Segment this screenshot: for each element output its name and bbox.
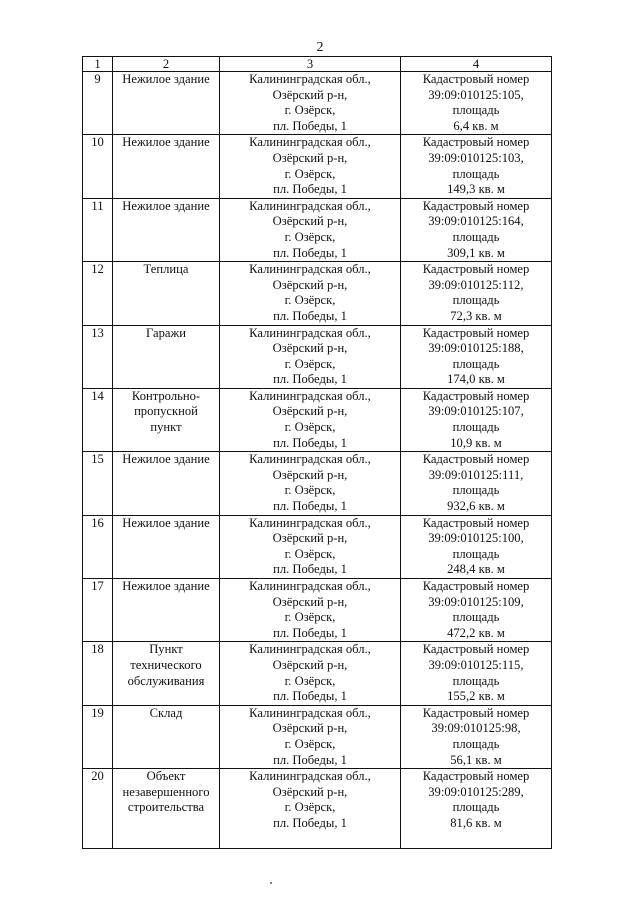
cadastral-info-line: Кадастровый номер (422, 325, 530, 340)
address-cell (220, 325, 401, 388)
cadastral-info-cell (401, 579, 552, 642)
object-name-cell (113, 705, 220, 768)
cadastral-info-line: 309,1 кв. м (447, 245, 505, 260)
object-name-cell (113, 198, 220, 261)
address-line: Озёрский р-н, (272, 467, 348, 482)
cadastral-info-cell (401, 515, 552, 578)
cadastral-info-line: Кадастровый номер (422, 515, 530, 530)
row-number: 11 (83, 198, 113, 261)
cadastral-info-line: 39:09:010125:289, (428, 784, 524, 799)
address-line: г. Озёрск, (284, 166, 336, 181)
cadastral-info-line: 39:09:010125:109, (428, 594, 524, 609)
header-row (83, 57, 552, 72)
row-number: 13 (83, 325, 113, 388)
cadastral-info-cell (401, 388, 552, 451)
address-line: пл. Победы, 1 (273, 562, 347, 577)
cadastral-info-line: 149,3 кв. м (447, 182, 505, 197)
table-row (83, 135, 552, 198)
object-name-line: Контрольно- (131, 388, 201, 403)
cadastral-info-cell (401, 642, 552, 705)
cadastral-info-line: площадь (452, 103, 500, 118)
cadastral-info-line: 81,6 кв. м (450, 815, 502, 830)
address-line: Калининградская обл., (249, 642, 371, 657)
cadastral-info-line: 39:09:010125:105, (428, 87, 524, 102)
table-row (83, 72, 552, 135)
object-name-line: строительства (127, 800, 205, 815)
cadastral-info-line: площадь (452, 420, 500, 435)
address-cell (220, 388, 401, 451)
address-line: Озёрский р-н, (272, 214, 348, 229)
address-line: г. Озёрск, (284, 293, 336, 308)
address-cell (220, 262, 401, 325)
address-cell (220, 769, 401, 849)
cadastral-info-line: 72,3 кв. м (450, 308, 502, 323)
address-line: г. Озёрск, (284, 420, 336, 435)
address-line: Озёрский р-н, (272, 721, 348, 736)
object-name-cell (113, 515, 220, 578)
address-line: г. Озёрск, (284, 546, 336, 561)
address-line: пл. Победы, 1 (273, 752, 347, 767)
cadastral-info-line: площадь (452, 293, 500, 308)
cadastral-info-line: Кадастровый номер (422, 579, 530, 593)
cadastral-info-line: 39:09:010125:111, (428, 467, 524, 482)
object-name-cell (113, 135, 220, 198)
row-number: 10 (83, 135, 113, 198)
cadastral-info-line: 932,6 кв. м (447, 499, 505, 514)
address-line: Озёрский р-н, (272, 594, 348, 609)
address-line: Озёрский р-н, (272, 657, 348, 672)
cadastral-info-cell (401, 769, 552, 849)
address-line: г. Озёрск, (284, 356, 336, 371)
column-header-3: 3 (220, 57, 401, 72)
row-number: 18 (83, 642, 113, 705)
table-row (83, 325, 552, 388)
address-line: Озёрский р-н, (272, 150, 348, 165)
cadastral-info-cell (401, 705, 552, 768)
cadastral-info-cell (401, 262, 552, 325)
row-number: 17 (83, 579, 113, 642)
object-name-line: Нежилое здание (122, 135, 210, 150)
address-line: пл. Победы, 1 (273, 182, 347, 197)
cadastral-info-cell (401, 325, 552, 388)
address-line: пл. Победы, 1 (273, 815, 347, 830)
address-line: Калининградская обл., (249, 198, 371, 213)
address-line: Калининградская обл., (249, 705, 371, 720)
row-number: 14 (83, 388, 113, 451)
cadastral-info-cell (401, 135, 552, 198)
cadastral-info-line: площадь (452, 736, 500, 751)
cadastral-info-line: площадь (452, 166, 500, 181)
object-name-line: Объект (146, 769, 186, 784)
scan-dot (270, 882, 272, 884)
cadastral-info-line: Кадастровый номер (422, 198, 530, 213)
cadastral-info-line: площадь (452, 673, 500, 688)
cadastral-info-line: Кадастровый номер (422, 135, 530, 150)
address-cell (220, 705, 401, 768)
table-row (83, 198, 552, 261)
cadastral-info-line: 39:09:010125:115, (428, 657, 524, 672)
address-line: Озёрский р-н, (272, 341, 348, 356)
object-name-cell (113, 579, 220, 642)
address-cell (220, 135, 401, 198)
cadastral-info-line: площадь (452, 546, 500, 561)
object-name-line: Нежилое здание (122, 72, 210, 86)
cadastral-info-line: 10,9 кв. м (450, 435, 502, 450)
address-line: Калининградская обл., (249, 769, 371, 784)
address-line: Калининградская обл., (249, 262, 371, 277)
object-name-line: Нежилое здание (122, 452, 210, 467)
address-line: Озёрский р-н, (272, 784, 348, 799)
address-cell (220, 198, 401, 261)
cadastral-info-line: Кадастровый номер (422, 388, 530, 403)
cadastral-info-line: 39:09:010125:103, (428, 150, 524, 165)
row-number: 20 (83, 769, 113, 849)
address-line: г. Озёрск, (284, 736, 336, 751)
cadastral-info-line: 39:09:010125:188, (428, 341, 524, 356)
address-line: г. Озёрск, (284, 103, 336, 118)
table-row (83, 452, 552, 515)
cadastral-info-line: площадь (452, 356, 500, 371)
address-line: Калининградская обл., (249, 388, 371, 403)
table-row (83, 769, 552, 849)
object-name-line: Пункт (149, 642, 183, 657)
address-cell (220, 515, 401, 578)
cadastral-info-line: Кадастровый номер (422, 642, 530, 657)
address-line: пл. Победы, 1 (273, 245, 347, 260)
table-row (83, 388, 552, 451)
cadastral-info-cell (401, 72, 552, 135)
cadastral-info-line: Кадастровый номер (422, 262, 530, 277)
address-line: пл. Победы, 1 (273, 625, 347, 640)
object-name-line: обслуживания (127, 673, 205, 688)
address-line: Озёрский р-н, (272, 404, 348, 419)
table-row (83, 705, 552, 768)
cadastral-info-cell (401, 452, 552, 515)
table-header (83, 57, 552, 72)
object-name-line: незавершенного (122, 784, 210, 799)
table-body (83, 72, 552, 849)
cadastral-info-line: 39:09:010125:112, (428, 277, 524, 292)
cadastral-info-line: 174,0 кв. м (447, 372, 505, 387)
address-line: г. Озёрск, (284, 800, 336, 815)
address-line: г. Озёрск, (284, 610, 336, 625)
address-line: Озёрский р-н, (272, 277, 348, 292)
row-number: 9 (83, 72, 113, 135)
table-row (83, 579, 552, 642)
cadastral-info-line: Кадастровый номер (422, 769, 530, 784)
address-line: г. Озёрск, (284, 229, 336, 244)
cadastral-info-line: 248,4 кв. м (447, 562, 505, 577)
object-name-line: Теплица (143, 262, 189, 277)
address-line: пл. Победы, 1 (273, 118, 347, 133)
address-line: Калининградская обл., (249, 72, 371, 86)
object-name-line: Нежилое здание (122, 198, 210, 213)
row-number: 15 (83, 452, 113, 515)
cadastral-info-line: 39:09:010125:164, (428, 214, 524, 229)
table-row (83, 262, 552, 325)
row-number: 16 (83, 515, 113, 578)
address-line: Калининградская обл., (249, 579, 371, 593)
object-name-line: Склад (149, 705, 183, 720)
column-header-4: 4 (401, 57, 552, 72)
object-name-cell (113, 642, 220, 705)
cadastral-info-line: 39:09:010125:98, (431, 721, 521, 736)
object-name-cell (113, 262, 220, 325)
address-line: пл. Победы, 1 (273, 372, 347, 387)
cadastral-info-line: 56,1 кв. м (450, 752, 502, 767)
column-header-1: 1 (83, 57, 113, 72)
cadastral-info-line: площадь (452, 610, 500, 625)
cadastral-info-line: площадь (452, 800, 500, 815)
object-name-line: Нежилое здание (122, 579, 210, 593)
column-header-2: 2 (113, 57, 220, 72)
cadastral-info-line: Кадастровый номер (422, 452, 530, 467)
address-line: г. Озёрск, (284, 673, 336, 688)
address-line: пл. Победы, 1 (273, 435, 347, 450)
object-name-line: Гаражи (146, 325, 186, 340)
address-line: Озёрский р-н, (272, 531, 348, 546)
cadastral-info-line: 39:09:010125:100, (428, 531, 524, 546)
address-cell (220, 579, 401, 642)
address-line: Озёрский р-н, (272, 87, 348, 102)
cadastral-info-line: 39:09:010125:107, (428, 404, 524, 419)
cadastral-info-line: Кадастровый номер (422, 72, 530, 86)
address-cell (220, 642, 401, 705)
cadastral-info-line: 472,2 кв. м (447, 625, 505, 640)
object-name-cell (113, 72, 220, 135)
object-name-line: технического (130, 657, 202, 672)
object-name-cell (113, 452, 220, 515)
object-name-line: пункт (150, 420, 182, 435)
cadastral-info-cell (401, 198, 552, 261)
page-number: 2 (316, 40, 324, 55)
table-row (83, 642, 552, 705)
address-cell (220, 72, 401, 135)
table-row (83, 515, 552, 578)
row-number: 19 (83, 705, 113, 768)
cadastral-info-line: площадь (452, 229, 500, 244)
address-line: пл. Победы, 1 (273, 308, 347, 323)
address-line: Калининградская обл., (249, 452, 371, 467)
cadastral-info-line: Кадастровый номер (422, 705, 530, 720)
cadastral-info-line: 155,2 кв. м (447, 689, 505, 704)
address-line: пл. Победы, 1 (273, 689, 347, 704)
object-name-cell (113, 325, 220, 388)
cadastral-info-line: площадь (452, 483, 500, 498)
object-name-line: пропускной (134, 404, 198, 419)
property-table (82, 56, 552, 849)
address-line: Калининградская обл., (249, 515, 371, 530)
address-line: Калининградская обл., (249, 325, 371, 340)
object-name-line: Нежилое здание (122, 515, 210, 530)
address-line: Калининградская обл., (249, 135, 371, 150)
row-number: 12 (83, 262, 113, 325)
address-line: пл. Победы, 1 (273, 499, 347, 514)
object-name-cell (113, 769, 220, 849)
cadastral-info-line: 6,4 кв. м (453, 118, 499, 133)
address-cell (220, 452, 401, 515)
address-line: г. Озёрск, (284, 483, 336, 498)
object-name-cell (113, 388, 220, 451)
